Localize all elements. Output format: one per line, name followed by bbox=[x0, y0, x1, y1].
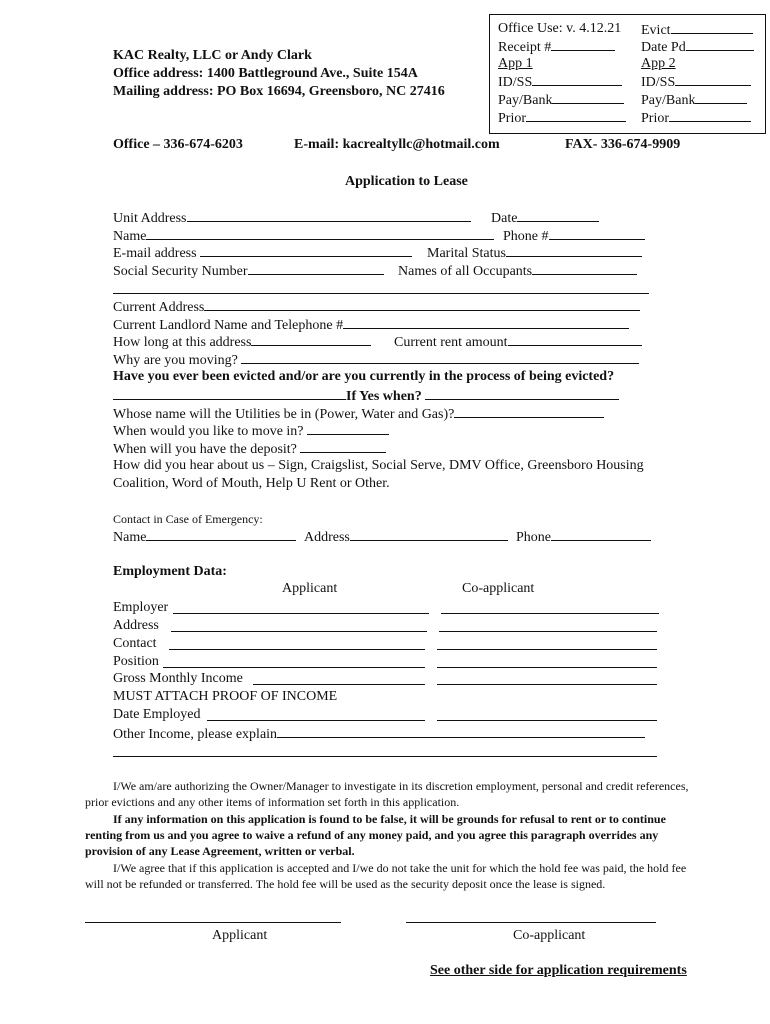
position-applicant-field[interactable] bbox=[163, 667, 425, 668]
position-coapplicant-field[interactable] bbox=[437, 667, 657, 668]
office-use-app2: App 2 bbox=[641, 56, 676, 71]
move-in-field[interactable]: When would you like to move in? bbox=[113, 422, 389, 440]
address-coapplicant-field[interactable] bbox=[439, 631, 657, 632]
marital-status-field[interactable]: Marital Status bbox=[427, 244, 642, 262]
utilities-field[interactable]: Whose name will the Utilities be in (Power, Water and Gas)? bbox=[113, 405, 604, 423]
current-address-field[interactable]: Current Address bbox=[113, 298, 640, 316]
employer-address-label: Address bbox=[113, 618, 159, 633]
office-use-paybank-2[interactable]: Pay/Bank bbox=[641, 91, 747, 109]
address-applicant-field[interactable] bbox=[171, 631, 427, 632]
contact-applicant-field[interactable] bbox=[169, 649, 425, 650]
office-use-prior-2[interactable]: Prior bbox=[641, 109, 751, 127]
other-income-field[interactable]: Other Income, please explain bbox=[113, 725, 645, 743]
office-use-version: Office Use: v. 4.12.21 bbox=[498, 21, 622, 36]
deposit-field[interactable]: When will you have the deposit? bbox=[113, 440, 386, 458]
how-heard-line2: Coalition, Word of Mouth, Help U Rent or Other. bbox=[113, 476, 390, 491]
unit-address-field[interactable]: Unit Address bbox=[113, 209, 471, 227]
office-fax: FAX- 336-674-9909 bbox=[565, 137, 681, 152]
company-name: KAC Realty, LLC or Andy Clark bbox=[113, 48, 312, 63]
occupants-field[interactable]: Names of all Occupants bbox=[398, 262, 637, 280]
employment-heading: Employment Data: bbox=[113, 564, 227, 579]
date-employed-label: Date Employed bbox=[113, 707, 201, 722]
occupants-extra-line[interactable] bbox=[113, 293, 649, 294]
office-use-prior[interactable]: Prior bbox=[498, 109, 626, 127]
phone-field[interactable]: Phone # bbox=[503, 227, 645, 245]
evicted-answer-field[interactable]: If Yes when? bbox=[113, 387, 619, 405]
emergency-address-field[interactable]: Address bbox=[304, 528, 508, 546]
see-other-side-note: See other side for application requirements bbox=[430, 963, 687, 978]
income-applicant-field[interactable] bbox=[253, 684, 425, 685]
evicted-question: Have you ever been evicted and/or are you currently in the process of being evicted? bbox=[113, 369, 615, 384]
email-field[interactable]: E-mail address bbox=[113, 244, 412, 262]
contact-label: Contact bbox=[113, 636, 157, 651]
date-field[interactable]: Date bbox=[491, 209, 599, 227]
terms-false-information: If any information on this application is found to be false, it will be grounds for refusal to rent or to continue renting from us and you agree to waive a refund of any money paid, and you agree this paragraph overrides any provision of any Lease Agreement, written or verbal. bbox=[85, 812, 666, 858]
why-moving-field[interactable]: Why are you moving? bbox=[113, 351, 639, 369]
office-use-evict[interactable]: Evict bbox=[641, 21, 753, 39]
name-field[interactable]: Name bbox=[113, 227, 494, 245]
office-use-idss-2[interactable]: ID/SS bbox=[641, 73, 751, 91]
mailing-address: Mailing address: PO Box 16694, Greensboro, NC 27416 bbox=[113, 84, 445, 99]
contact-coapplicant-field[interactable] bbox=[437, 649, 657, 650]
office-address: Office address: 1400 Battleground Ave., Suite 154A bbox=[113, 66, 418, 81]
how-heard-line1: How did you hear about us – Sign, Craigslist, Social Serve, DMV Office, Greensboro Housing bbox=[113, 458, 644, 473]
date-employed-applicant-field[interactable] bbox=[207, 720, 425, 721]
applicant-signature-line[interactable] bbox=[85, 922, 341, 923]
gross-income-label: Gross Monthly Income bbox=[113, 671, 243, 686]
current-rent-field[interactable]: Current rent amount bbox=[394, 333, 642, 351]
terms-hold-fee: I/We agree that if this application is accepted and I/we do not take the unit for which the hold fee was paid, the hold fee will not be refunded or transferred. The hold fee will be used as the security deposit once the lease is signed. bbox=[85, 861, 687, 891]
terms-authorization: I/We am/are authorizing the Owner/Manager to investigate in its discretion employment, personal and credit references, prior evictions and any other items of information set forth in this application. bbox=[85, 779, 689, 809]
office-use-idss[interactable]: ID/SS bbox=[498, 73, 622, 91]
employer-applicant-field[interactable] bbox=[173, 613, 429, 614]
position-label: Position bbox=[113, 654, 159, 669]
other-income-extra-line[interactable] bbox=[113, 756, 657, 757]
landlord-field[interactable]: Current Landlord Name and Telephone # bbox=[113, 316, 629, 334]
emergency-phone-field[interactable]: Phone bbox=[516, 528, 651, 546]
office-use-receipt[interactable]: Receipt # bbox=[498, 38, 615, 56]
office-phone: Office – 336-674-6203 bbox=[113, 137, 243, 152]
applicant-signature-label: Applicant bbox=[212, 928, 268, 943]
proof-of-income-note: MUST ATTACH PROOF OF INCOME bbox=[113, 689, 338, 704]
form-title: Application to Lease bbox=[345, 174, 468, 189]
how-long-field[interactable]: How long at this address bbox=[113, 333, 371, 351]
ssn-field[interactable]: Social Security Number bbox=[113, 262, 384, 280]
employment-applicant-header: Applicant bbox=[282, 581, 338, 596]
employment-coapplicant-header: Co-applicant bbox=[462, 581, 535, 596]
office-use-paybank[interactable]: Pay/Bank bbox=[498, 91, 624, 109]
office-use-date-paid[interactable]: Date Pd bbox=[641, 38, 754, 56]
office-use-app1: App 1 bbox=[498, 56, 533, 71]
employer-coapplicant-field[interactable] bbox=[441, 613, 659, 614]
office-email: E-mail: kacrealtyllc@hotmail.com bbox=[294, 137, 500, 152]
coapplicant-signature-line[interactable] bbox=[406, 922, 656, 923]
coapplicant-signature-label: Co-applicant bbox=[513, 928, 586, 943]
date-employed-coapplicant-field[interactable] bbox=[437, 720, 657, 721]
emergency-heading: Contact in Case of Emergency: bbox=[113, 512, 263, 526]
income-coapplicant-field[interactable] bbox=[437, 684, 657, 685]
emergency-name-field[interactable]: Name bbox=[113, 528, 296, 546]
employer-label: Employer bbox=[113, 600, 169, 615]
